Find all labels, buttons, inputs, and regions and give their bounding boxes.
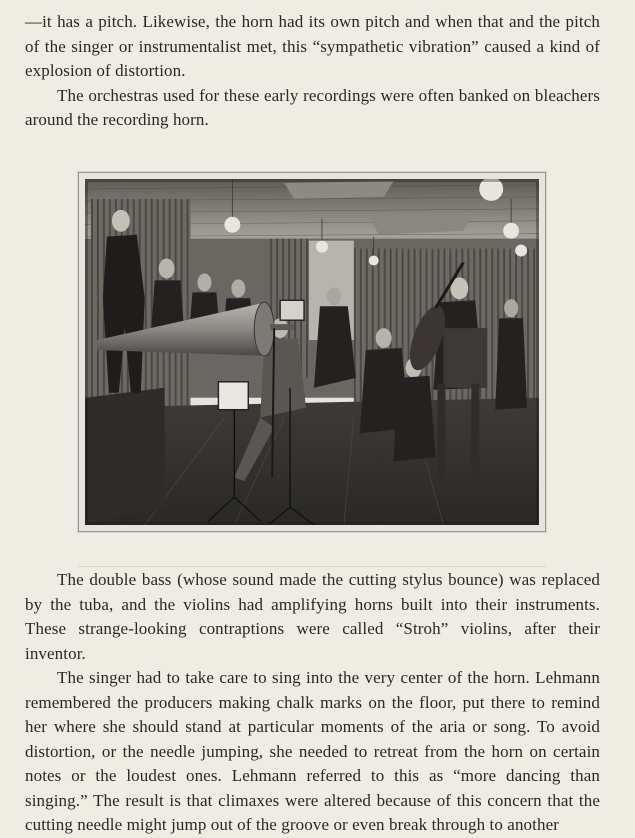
bottom-text-block	[25, 568, 600, 838]
recording-session-photo	[85, 179, 539, 525]
top-text-block	[25, 10, 600, 133]
paragraph-orchestras: The orchestras used for these early recordings were often banked on bleachers around the recording horn.	[25, 85, 600, 129]
paragraph-double-bass: The double bass (whose sound made the cutting stylus bounce) was replaced by the tuba, and the violins had amplifying horns built into their instruments. These strange-looking contraptions were called “Stroh” violins, after their inventor.	[25, 570, 600, 663]
paragraph-continued: —it has a pitch. Likewise, the horn had its own pitch and when that and the pitch of the singer or instrumentalist met, this “sympathetic vibration” caused a kind of explosion of distortion.	[25, 12, 600, 80]
divider-rule	[78, 566, 546, 567]
photo-image	[85, 179, 539, 525]
paragraph-singer: The singer had to take care to sing into the very center of the horn. Lehmann remembered the producers making chalk marks on the floor, put there to remind her where she should stand at particular moments of the aria or song. To avoid distortion, or the needle jumping, she needed to retreat from the horn on certain notes or the loudest ones. Lehmann referred to this as “more dancing than singing.” The result is that climaxes were altered because of this concern that the cutting needle might jump out of the groove or even break through to another	[25, 668, 600, 834]
photo-frame	[78, 172, 546, 532]
